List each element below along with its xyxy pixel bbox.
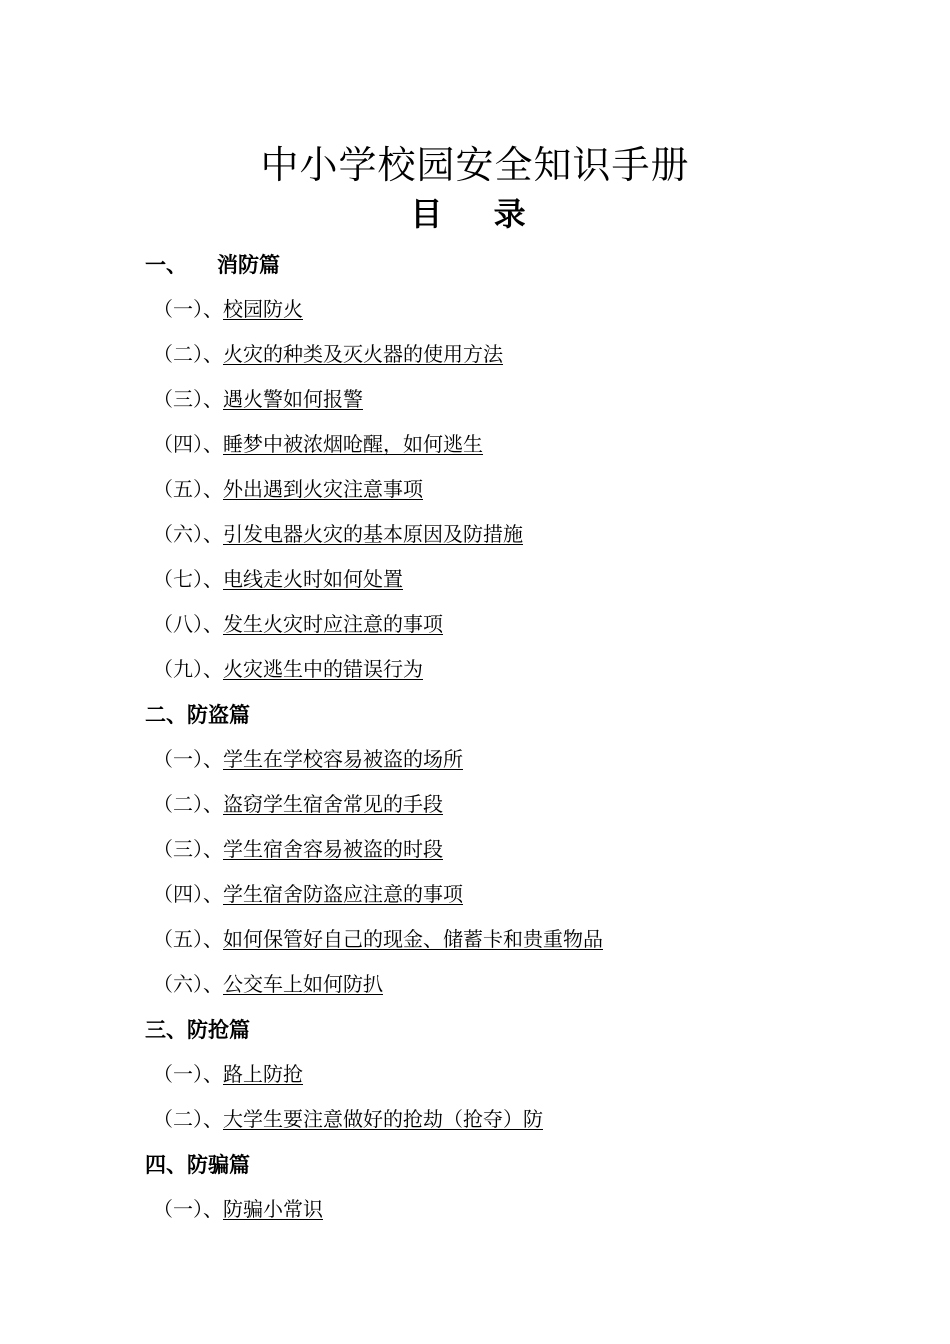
toc-entry-number: （七）、 [153,567,223,591]
toc-entry-link[interactable]: 公交车上如何防扒 [223,972,383,996]
toc-entry-link[interactable]: 外出遇到火灾注意事项 [223,477,423,501]
section-title-text: 防骗篇 [187,1152,250,1177]
toc-entry [145,782,865,827]
toc-entry [145,827,865,872]
section-title-text: 防盗篇 [187,702,250,727]
toc-entry [145,1097,865,1142]
toc-entry [145,1187,865,1232]
toc-entry [145,377,865,422]
toc-entry-link[interactable]: 睡梦中被浓烟呛醒，如何逃生 [223,432,483,456]
toc-entry-number: （六）、 [153,972,223,996]
toc-entry-number: （四）、 [153,432,223,456]
section-title [145,1142,865,1187]
toc-entry-number: （三）、 [153,837,223,861]
toc-entry [145,467,865,512]
section-number: 二、 [145,702,187,727]
table-of-contents [145,242,865,1232]
toc-entry [145,602,865,647]
toc-entry-number: （一）、 [153,297,223,321]
toc-entry [145,962,865,1007]
toc-entry-link[interactable]: 火灾的种类及灭火器的使用方法 [223,342,503,366]
toc-entry-number: （九）、 [153,657,223,681]
section-number: 一、 [145,252,187,277]
toc-entry-link[interactable]: 发生火灾时应注意的事项 [223,612,443,636]
toc-entry-number: （二）、 [153,342,223,366]
toc-entry-link[interactable]: 学生宿舍容易被盗的时段 [223,837,443,861]
toc-entry-link[interactable]: 路上防抢 [223,1062,303,1086]
toc-entry-number: （六）、 [153,522,223,546]
toc-heading: 目 录 [410,195,540,233]
toc-entry [145,872,865,917]
toc-entry-number: （二）、 [153,1107,223,1131]
toc-entry-link[interactable]: 学生在学校容易被盗的场所 [223,747,463,771]
section-number: 三、 [145,1017,187,1042]
toc-entry-link[interactable]: 火灾逃生中的错误行为 [223,657,423,681]
toc-entry-number: （一）、 [153,1197,223,1221]
toc-entry-number: （一）、 [153,747,223,771]
toc-entry-link[interactable]: 如何保管好自己的现金、储蓄卡和贵重物品 [223,927,603,951]
section-title [145,1007,865,1052]
section-number: 四、 [145,1152,187,1177]
toc-entry [145,647,865,692]
toc-entry-number: （一）、 [153,1062,223,1086]
document-title: 中小学校园安全知识手册 [260,143,690,187]
toc-entry-link[interactable]: 防骗小常识 [223,1197,323,1221]
toc-entry-link[interactable]: 遇火警如何报警 [223,387,363,411]
toc-entry [145,737,865,782]
toc-entry-link[interactable]: 学生宿舍防盗应注意的事项 [223,882,463,906]
section-title-text: 防抢篇 [187,1017,250,1042]
toc-section [145,1142,865,1232]
toc-entry-link[interactable]: 大学生要注意做好的抢劫（抢夺）防 [223,1107,543,1131]
section-title [145,692,865,737]
toc-entry-number: （三）、 [153,387,223,411]
toc-entry [145,557,865,602]
section-title [145,242,865,287]
toc-entry-number: （五）、 [153,477,223,501]
toc-entry-number: （四）、 [153,882,223,906]
toc-section [145,692,865,1007]
toc-entry-link[interactable]: 电线走火时如何处置 [223,567,403,591]
toc-entry-link[interactable]: 盗窃学生宿舍常见的手段 [223,792,443,816]
section-title-text: 消防篇 [217,252,280,277]
toc-entry-number: （五）、 [153,927,223,951]
toc-entry [145,1052,865,1097]
toc-entry-number: （八）、 [153,612,223,636]
toc-entry [145,512,865,557]
toc-section [145,242,865,692]
toc-entry [145,332,865,377]
toc-entry [145,287,865,332]
toc-entry-link[interactable]: 校园防火 [223,297,303,321]
toc-entry-number: （二）、 [153,792,223,816]
toc-entry-link[interactable]: 引发电器火灾的基本原因及防措施 [223,522,523,546]
toc-entry [145,422,865,467]
toc-entry [145,917,865,962]
toc-section [145,1007,865,1142]
